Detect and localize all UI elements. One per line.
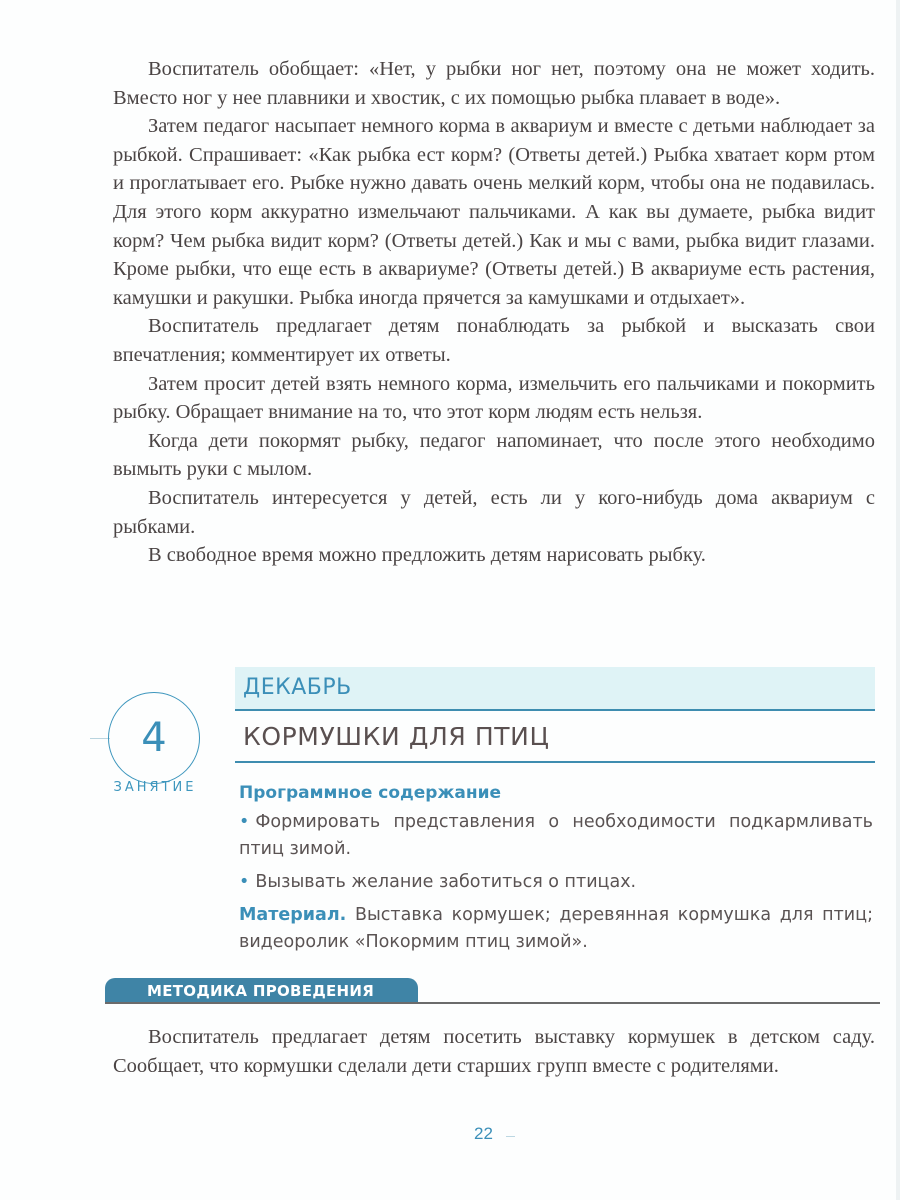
lesson-label: ЗАНЯТИЕ (113, 780, 197, 795)
paragraph: Затем педагог насыпает немного корма в аквариум и вместе с детьми наблюдает за рыбкой. Спрашивает: «Как рыбка ест корм? (Ответы детей.) Рыбка хватает корм ртом и проглатывает его. Рыбке нужно давать очень мелкий корм, чтобы она не подавилась. Для этого корм аккуратно измельчают пальчиками. А как вы думаете, рыбка видит корм? Чем рыбка видит корм? (Ответы детей.) Как и мы с вами, рыбка видит глазами. Кроме рыбки, что еще есть в аквариуме? (Ответы детей.) В аквариуме есть растения, камушки и ракушки. Рыбка иногда прячется за камушками и отдыхает». (113, 115, 875, 309)
paragraph: В свободное время можно предложить детям нарисовать рыбку. (148, 544, 706, 567)
top-section-text (113, 55, 875, 570)
material (239, 902, 873, 956)
method-text (113, 1023, 875, 1080)
lesson-title: КОРМУШКИ ДЛЯ ПТИЦ (243, 722, 550, 751)
program-heading: Программное содержание (239, 783, 502, 803)
title-divider (235, 761, 875, 763)
goal-text: Формировать представления о необходимости подкармливать птиц зимой. (239, 812, 873, 859)
paragraph: Когда дети покормят рыбку, педагог напоминает, что после этого необходимо вымыть руки с мылом. (113, 429, 875, 481)
month-label: ДЕКАБРЬ (243, 675, 352, 700)
lesson-number: 4 (141, 715, 167, 761)
goal-text: Вызывать желание заботиться о птицах. (255, 872, 637, 892)
paragraph: Воспитатель интересуется у детей, есть ли у кого-нибудь дома аквариум с рыбками. (113, 486, 875, 538)
page-number-dash (506, 1136, 515, 1137)
material-label: Материал. (239, 905, 347, 925)
paragraph: Воспитатель предлагает детям посетить выставку кормушек в детском саду. Сообщает, что кормушки сделали дети старших групп вместе с родителями. (113, 1026, 875, 1077)
page-edge (896, 0, 900, 1200)
paragraph: Воспитатель предлагает детям понаблюдать за рыбкой и высказать свои впечатления; комментирует их ответы. (113, 315, 875, 366)
bullet-icon: • (239, 872, 250, 892)
program-content (239, 780, 873, 956)
goal-item (239, 869, 873, 896)
lesson-number-badge (108, 692, 200, 784)
material-text: Выставка кормушек; деревянная кормушка для птиц; видеоролик «Покормим птиц зимой». (239, 905, 873, 952)
paragraph: Затем просит детей взять немного корма, измельчить его пальчиками и покормить рыбку. Обращает внимание на то, что этот корм людям есть нельзя. (113, 372, 875, 424)
page-number: 22 (474, 1124, 493, 1143)
paragraph: Воспитатель обобщает: «Нет, у рыбки ног нет, поэтому она не может ходить. Вместо ног у нее плавники и хвостик, с их помощью рыбка плавает в воде». (113, 58, 875, 109)
goal-item (239, 809, 873, 863)
method-heading: МЕТОДИКА ПРОВЕДЕНИЯ (105, 978, 418, 1003)
circle-connector-line (90, 738, 110, 739)
bullet-icon: • (239, 812, 250, 832)
month-band (235, 667, 875, 711)
method-divider (105, 1002, 880, 1004)
